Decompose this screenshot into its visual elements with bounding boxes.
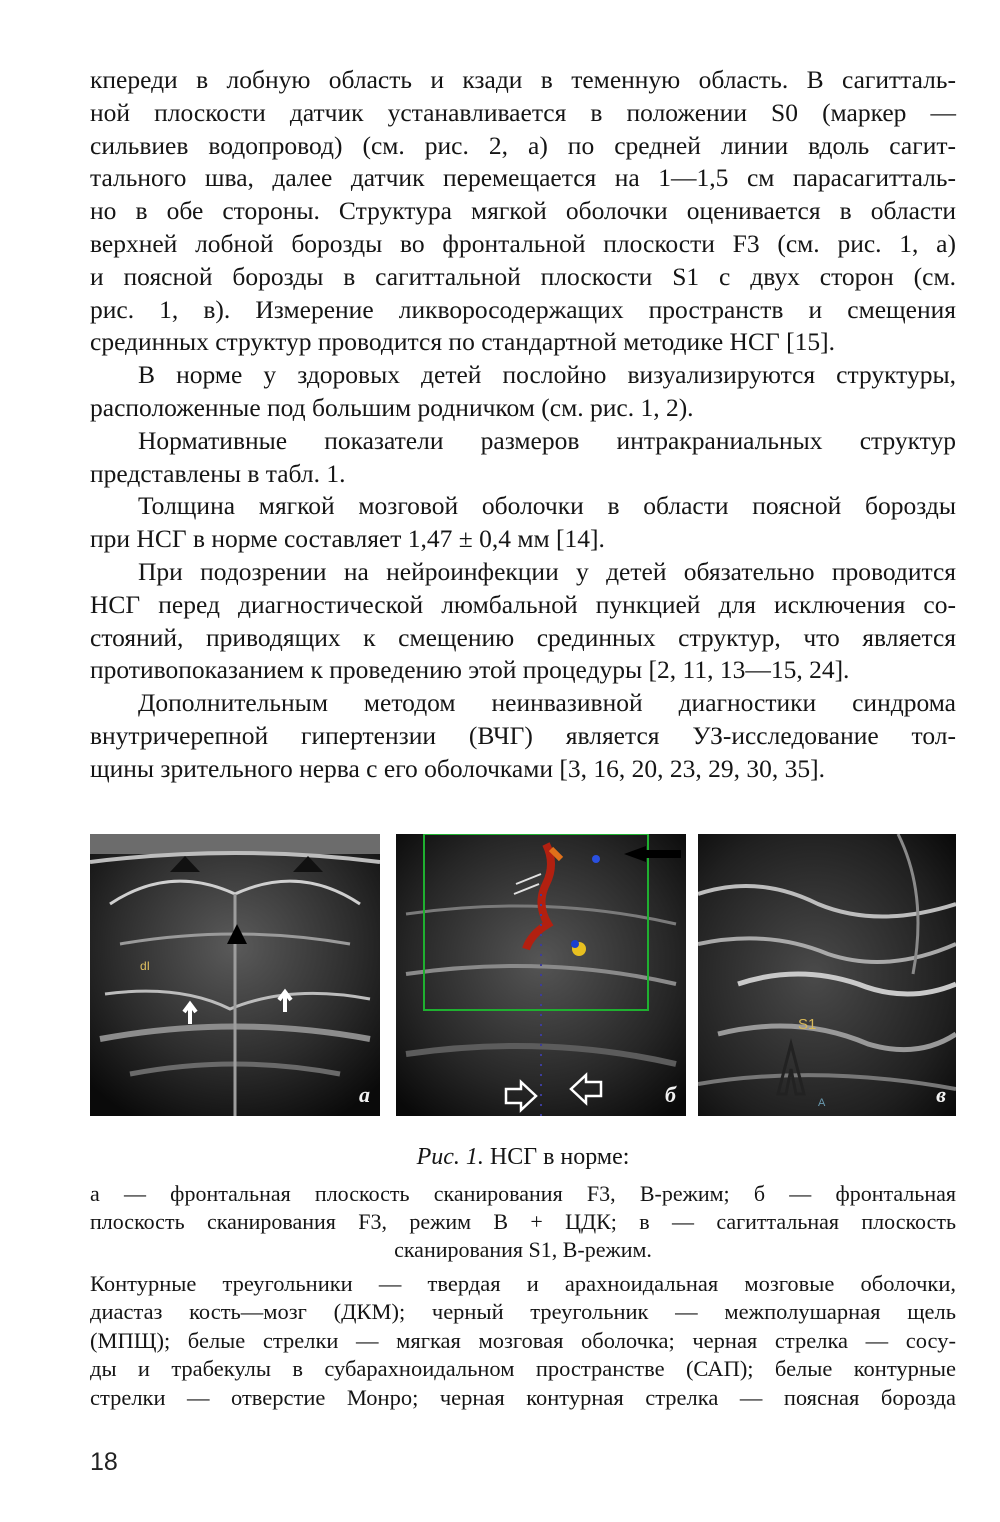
legend-line: а — фронтальная плоскость сканирования F3, В-режим; б — фронтальная	[90, 1181, 956, 1206]
text-line: щины зрительного нерва с его оболочками [3, 16, 20, 23, 29, 30, 35].	[90, 753, 826, 783]
notes-line: диастаз кость—мозг (ДКМ); черный треугольник — межполушарная щель	[90, 1299, 956, 1325]
panel-letter-c: в	[936, 1082, 946, 1107]
text-line: сильвиев водопровод) (см. рис. 2, а) по средней линии вдоль сагит-	[90, 130, 956, 160]
figure-1	[90, 834, 956, 1116]
text-line: но в обе стороны. Структура мягкой оболочки оценивается в области	[90, 196, 956, 226]
notes-line: (МПЩ); белые стрелки — мягкая мозговая оболочка; черная стрелка — сосу-	[90, 1327, 956, 1353]
text-line: стояний, приводящих к смещению срединных структур, что является	[90, 622, 956, 652]
ultrasound-panel-a	[90, 834, 380, 1116]
notes-line: ды и трабекулы в субарахноидальном пространстве (САП); белые контурные	[90, 1356, 956, 1382]
text-line: Дополнительным методом неинвазивной диагностики синдрома	[138, 688, 956, 718]
panel-letter-a: а	[359, 1082, 370, 1107]
figure-caption-notes	[90, 1270, 956, 1412]
page-number: 18	[90, 1448, 118, 1476]
body-text	[90, 64, 956, 786]
text-line: кпереди в лобную область и кзади в теменную область. В сагитталь-	[90, 65, 956, 94]
text-line: расположенные под большим родничком (см. рис. 1, 2).	[90, 392, 694, 422]
text-line: верхней лобной борозды во фронтальной плоскости F3 (см. рис. 1, а)	[90, 228, 956, 258]
text-line: при НСГ в норме составляет 1,47 ± 0,4 мм [14].	[90, 524, 605, 554]
text-line: рис. 1, в). Измерение ликворосодержащих пространств и смещения	[90, 294, 956, 324]
notes-line: стрелки — отверстие Монро; черная контурная стрелка — поясная борозда	[90, 1384, 956, 1410]
text-line: представлены в табл. 1.	[90, 458, 346, 488]
panel-c-label-a: A	[818, 1097, 826, 1109]
text-line: НСГ перед диагностической люмбальной пункцией для исключения со-	[90, 589, 956, 619]
figure-caption-prefix: Рис. 1.	[416, 1144, 484, 1170]
ultrasound-panel-b	[396, 834, 686, 1116]
text-line: тального шва, далее датчик перемещается на 1—1,5 см парасагитталь-	[90, 163, 956, 193]
legend-line: сканирования S1, В-режим.	[394, 1237, 652, 1262]
text-line: и поясной борозды в сагиттальной плоскости S1 с двух сторон (см.	[90, 261, 956, 291]
figure-caption-title	[90, 1142, 956, 1172]
ultrasound-panel-c	[698, 834, 956, 1116]
text-line: При подозрении на нейроинфекции у детей обязательно проводится	[138, 556, 956, 586]
text-line: противопоказанием к проведению этой процедуры [2, 11, 13—15, 24].	[90, 655, 850, 685]
panel-c-label-s1: S1	[798, 1016, 817, 1033]
text-line: внутричерепной гипертензии (ВЧГ) является УЗ-исследование тол-	[90, 720, 956, 750]
panel-letter-b: б	[665, 1082, 676, 1107]
panel-a-label-dl: dI	[140, 959, 151, 973]
text-line: В норме у здоровых детей послойно визуализируются структуры,	[138, 360, 956, 390]
figure-caption-legend	[90, 1180, 956, 1264]
text-line: Нормативные показатели размеров интракраниальных структур	[138, 425, 956, 455]
text-line: ной плоскости датчик устанавливается в положении S0 (маркер —	[90, 97, 956, 127]
text-line: Толщина мягкой мозговой оболочки в области поясной борозды	[138, 491, 956, 521]
text-line: срединных структур проводится по стандартной методике НСГ [15].	[90, 327, 835, 357]
notes-line: Контурные треугольники — твердая и арахноидальная мозговые оболочки,	[90, 1271, 956, 1296]
figure-caption-text: НСГ в норме:	[489, 1144, 630, 1170]
legend-line: плоскость сканирования F3, режим В + ЦДК; в — сагиттальная плоскость	[90, 1209, 956, 1234]
